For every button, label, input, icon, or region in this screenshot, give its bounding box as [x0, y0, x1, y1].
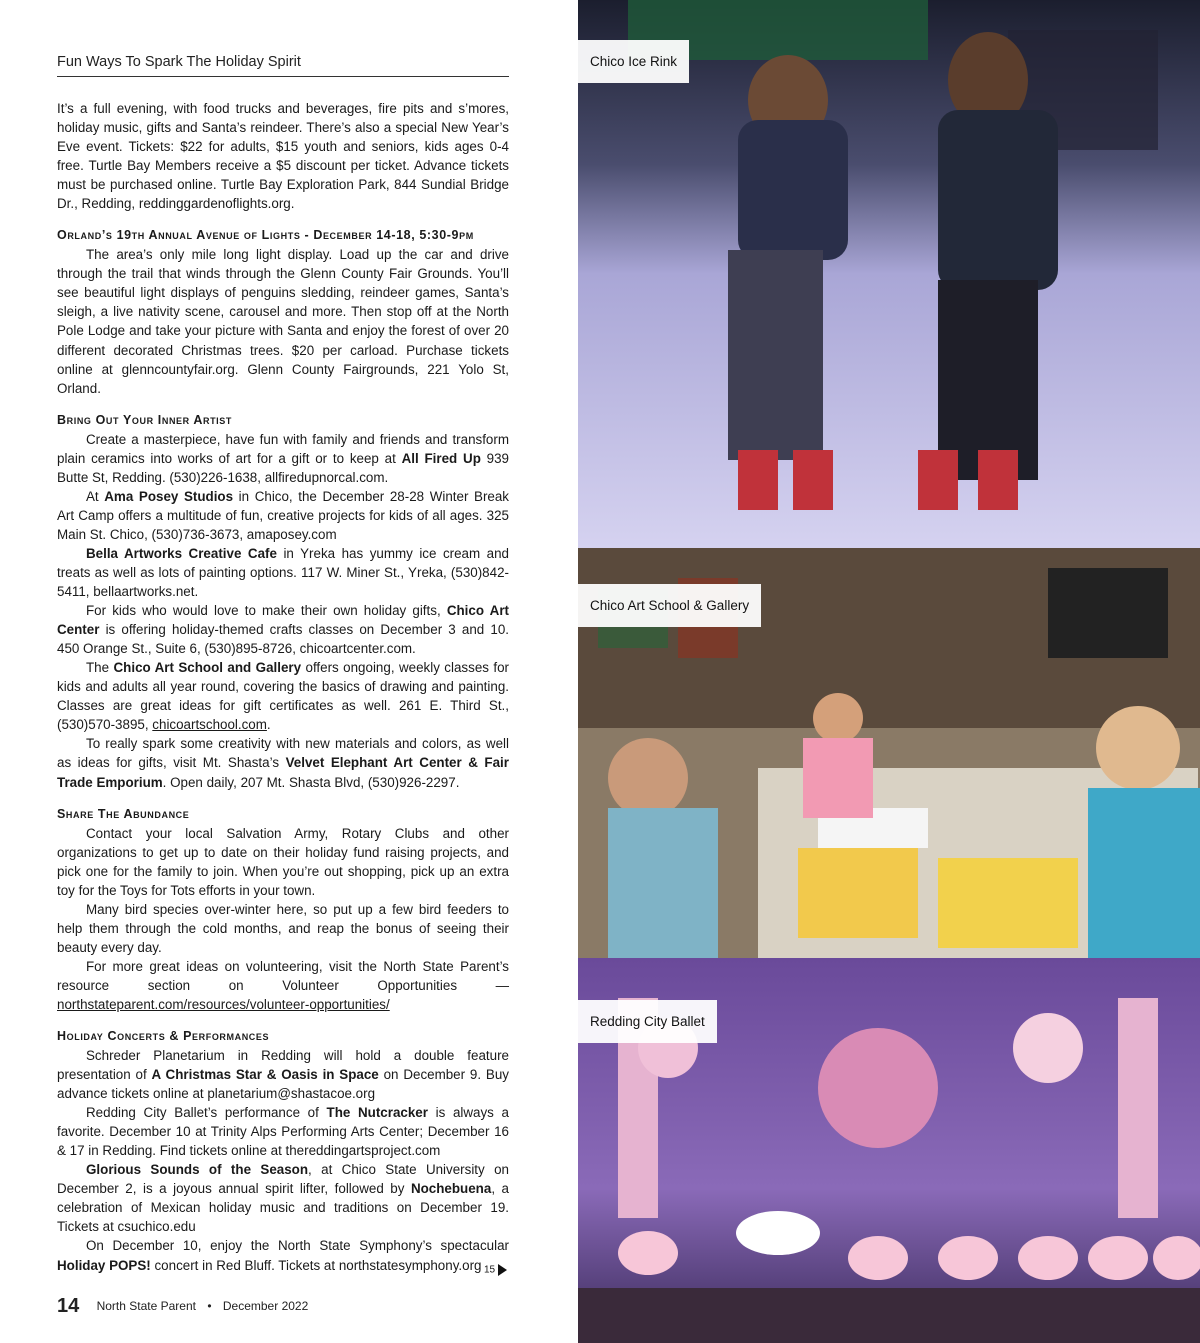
chico-art-center-name: Chico Art Center: [57, 603, 509, 638]
volunteer-link[interactable]: northstateparent.com/resources/volunteer-opportunities/: [57, 996, 390, 1012]
section-header: [57, 54, 509, 77]
ice-rink-caption: Chico Ice Rink: [578, 40, 689, 83]
ama-posey-name: Ama Posey Studios: [104, 488, 234, 504]
concerts-paragraph-2: Redding City Ballet’s performance of The Nutcracker is always a favorite. December 10 at Trinity Alps Performing Arts Center; December 16 & 17 in Redding. Find tickets online at thereddingartsproject.com: [57, 1105, 509, 1159]
glorious-sounds-name: Glorious Sounds of the Season: [86, 1162, 309, 1178]
chicoartschool-link[interactable]: chicoartschool.com: [152, 717, 267, 733]
abundance-paragraph-3: For more great ideas on volunteering, visit the North State Parent’s resource section on Volunteer Opportunities — northstateparent.com/resources/volunteer-opportunities/: [57, 958, 509, 1012]
artist-paragraph-5: The Chico Art School and Gallery offers ongoing, weekly classes for kids and adults all year round, covering the basics of drawing and painting. Classes are great ideas for gift certificates as well. 261 E. Third St., (530)570-3895, chicoartschool.com.: [57, 660, 510, 733]
nutcracker-name: The Nutcracker: [326, 1105, 428, 1121]
concerts-heading: Holiday Concerts & Performances: [57, 1029, 270, 1044]
artist-paragraph-3: Bella Artworks Creative Cafe in Yreka has yummy ice cream and treats as well as lots of painting options. 117 W. Miner St., Yreka, (530)842-5411, bellaartworks.net.: [57, 545, 509, 600]
art-school-caption: Chico Art School & Gallery: [578, 584, 761, 627]
nochebuena-name: Nochebuena: [410, 1181, 492, 1197]
artist-paragraph-4: For kids who would love to make their own holiday gifts, Chico Art Center is offering holiday-themed crafts classes on December 3 and 10. 450 Orange St., Suite 6, (530)895-8726, chicoartcenter.com.: [57, 603, 509, 657]
artist-paragraph-2: At Ama Posey Studios in Chico, the December 28-28 Winter Break Art Camp offers a multitude of fun, creative projects for kids of all ages. 325 Main St. Chico, (530)736-3673, amaposey.com: [57, 488, 509, 542]
page-number: 14: [57, 1295, 80, 1317]
abundance-heading: Share The Abundance: [57, 806, 190, 821]
orland-heading: Orland’s 19th Annual Avenue of Lights - December 14-18, 5:30-9pm: [57, 228, 474, 243]
article-body: [57, 99, 509, 1275]
velvet-elephant-name: Velvet Elephant Art Center & Fair Trade Emporium: [57, 755, 509, 790]
ballet-caption: Redding City Ballet: [578, 1000, 717, 1043]
issue-date: December 2022: [222, 1299, 309, 1313]
continued-page: 15: [484, 1264, 496, 1276]
concerts-paragraph-1: Schreder Planetarium in Redding will hold a double feature presentation of A Christmas Star & Oasis in Space on December 9. Buy advance tickets online at planetarium@shastacoe.org: [57, 1048, 509, 1102]
publication-name: North State Parent: [96, 1299, 196, 1313]
orland-paragraph: The area’s only mile long light display. Load up the car and drive through the trail that winds through the Glenn County Fair Grounds. You’ll see beautiful light displays of penguins sledding, reindeer games, Santa’s sleigh, a live nativity scene, carousel and more. Then stop off at the North Pole Lodge and take your picture with Santa and enjoy the forest of over 20 different decorated Christmas trees. $20 per carload. Purchase tickets online at glenncountyfair.org. Glenn County Fairgrounds, 221 Yolo St, Orland.: [57, 247, 509, 396]
chico-art-school-name: Chico Art School and Gallery: [113, 660, 302, 676]
abundance-paragraph-2: Many bird species over-winter here, so put up a few bird feeders to help them through the cold months, and reap the bonus of seeing their beauty every day.: [57, 901, 509, 955]
concerts-paragraph-4: On December 10, enjoy the North State Symphony’s spectacular Holiday POPS! concert in Red Bluff. Tickets at northstatesymphony.org: [57, 1238, 509, 1273]
bella-artworks-name: Bella Artworks Creative Cafe: [86, 545, 277, 561]
holiday-pops-name: Holiday POPS!: [57, 1257, 151, 1273]
page-footer: [57, 1295, 308, 1318]
artist-paragraph-1: Create a masterpiece, have fun with family and friends and transform plain ceramics into works of art for a gift or to keep at All Fired Up 939 Butte St, Redding. (530)226-1638, allfiredupnorcal.com.: [57, 431, 509, 485]
artist-paragraph-6: To really spark some creativity with new materials and colors, as well as ideas for gifts, visit Mt. Shasta’s Velvet Elephant Art Center & Fair Trade Emporium. Open daily, 207 Mt. Shasta Blvd, (530)926-2297.: [57, 736, 509, 790]
intro-paragraph: It’s a full evening, with food trucks and beverages, fire pits and s’mores, holiday music, gifts and Santa’s reindeer. There’s also a special New Year’s Eve event. Tickets: $22 for adults, $15 youth and seniors, kids ages 0-4 free. Turtle Bay Members receive a $5 discount per ticket. Advance tickets must be purchased online. Turtle Bay Exploration Park, 844 Sundial Bridge Dr., Redding, reddinggardenoflights.org.: [57, 101, 509, 212]
artist-heading: Bring Out Your Inner Artist: [57, 412, 232, 427]
continued-marker: [484, 1264, 507, 1276]
abundance-paragraph-1: Contact your local Salvation Army, Rotary Clubs and other organizations to get up to date on their holiday fund raising projects, and pick one for the family to join. When you’re out shopping, pick up an extra toy for the Toys for Tots efforts in your town.: [57, 825, 509, 898]
all-fired-up-name: All Fired Up: [401, 450, 481, 466]
triangle-arrow-icon: [498, 1264, 507, 1276]
concerts-paragraph-3: Glorious Sounds of the Season, at Chico State University on December 2, is a joyous annual spirit lifter, followed by Nochebuena, a celebration of Mexican holiday music and traditions on December 19. Tickets at csuchico.edu: [57, 1162, 509, 1235]
planetarium-show-name: A Christmas Star & Oasis in Space: [151, 1067, 379, 1083]
bullet-separator: •: [207, 1299, 212, 1313]
header-title: Fun Ways To Spark The Holiday Spirit: [57, 54, 301, 70]
